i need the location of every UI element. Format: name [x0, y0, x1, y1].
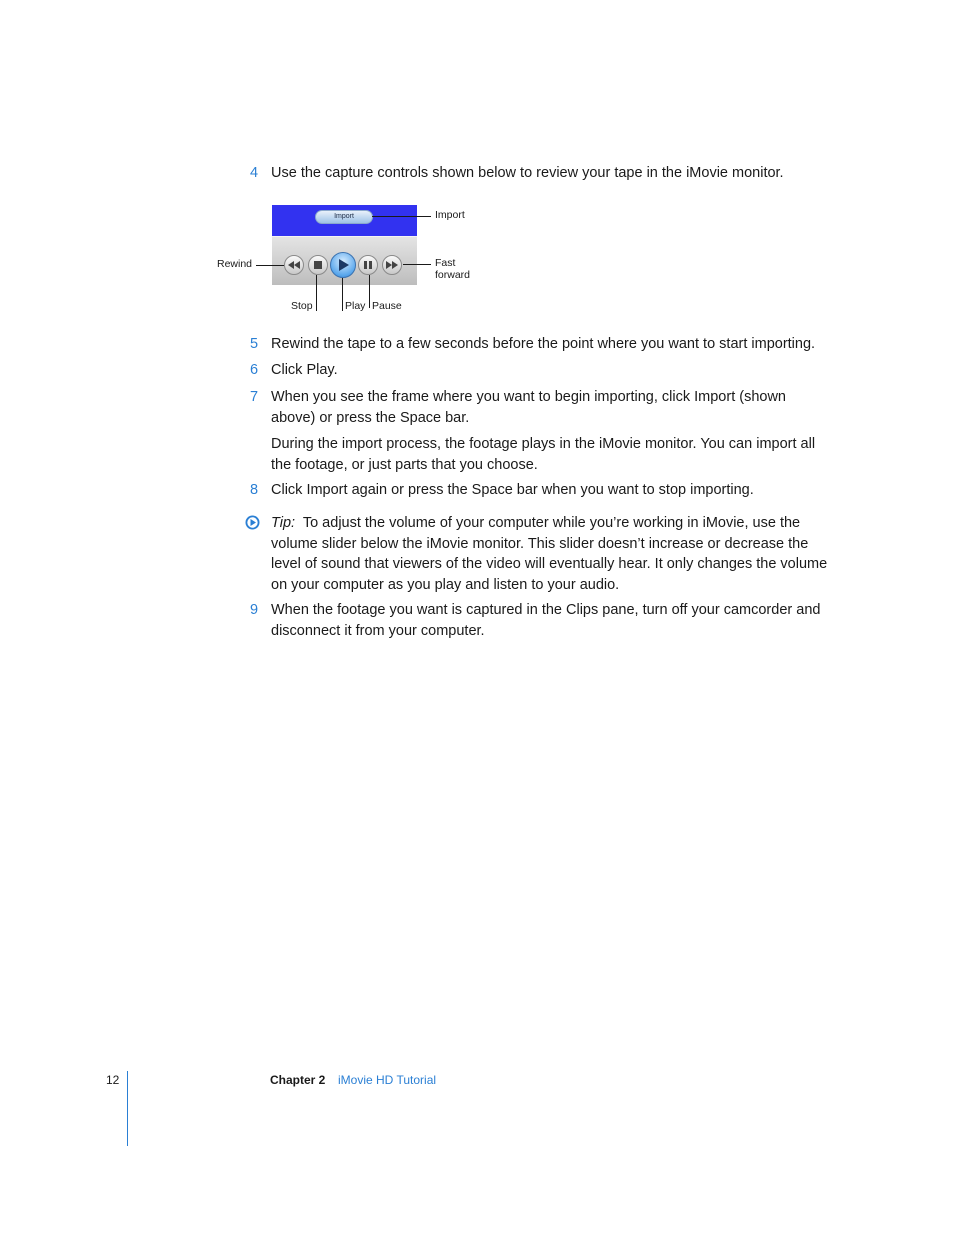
rewind-button[interactable]: [284, 255, 304, 275]
rewind-callout-line: [256, 265, 284, 266]
step-text: Click Play.: [271, 362, 338, 378]
step-number: 8: [250, 482, 259, 498]
fast-forward-callout-label: Fast forward: [435, 257, 471, 281]
play-button[interactable]: [330, 252, 356, 278]
import-callout-line: [372, 216, 431, 217]
tip-label: Tip:: [271, 515, 296, 531]
step-number: 7: [250, 389, 259, 405]
step-9: [250, 600, 830, 641]
step-7-followup: During the import process, the footage plays in the iMovie monitor. You can import all the footage, or just parts that you choose.: [271, 436, 816, 473]
step-text: Use the capture controls shown below to review your tape in the iMovie monitor.: [271, 165, 784, 181]
chapter-label: Chapter 2: [270, 1073, 326, 1087]
tip-text: To adjust the volume of your computer while you’re working in iMovie, use the volume slider below the iMovie monitor. This slider doesn’t increase or decrease the level of sound that viewers of the video will eventually hear. It only changes the volume on your computer as you play and listen to your audio.: [271, 515, 828, 593]
footer-divider: [127, 1071, 128, 1146]
step-number: 4: [250, 165, 259, 181]
stop-button[interactable]: [308, 255, 328, 275]
step-number: 6: [250, 362, 259, 378]
pause-icon: [364, 261, 372, 269]
pause-callout-label: Pause: [372, 300, 402, 312]
step-number: 9: [250, 602, 259, 618]
tip-arrow-icon: [245, 515, 260, 530]
fast-forward-button[interactable]: [382, 255, 402, 275]
pause-button[interactable]: [358, 255, 378, 275]
step-4: [250, 163, 830, 184]
tip-paragraph: [271, 513, 831, 595]
import-callout-label: Import: [435, 209, 465, 221]
step-text: When you see the frame where you want to begin importing, click Import (shown above) or press the Space bar.: [271, 389, 786, 426]
page-number: 12: [106, 1073, 120, 1087]
step-text: Click Import again or press the Space bar when you want to stop importing.: [271, 482, 754, 498]
play-callout-label: Play: [345, 300, 366, 312]
play-icon: [337, 259, 349, 271]
step-number: 5: [250, 336, 259, 352]
rewind-icon: [288, 261, 300, 269]
fast-forward-callout-line: [403, 264, 431, 265]
chapter-title: iMovie HD Tutorial: [338, 1073, 437, 1087]
step-text: Rewind the tape to a few seconds before the point where you want to start importing.: [271, 336, 816, 352]
pause-callout-line: [369, 275, 370, 308]
step-text: When the footage you want is captured in the Clips pane, turn off your camcorder and disconnect it from your computer.: [271, 602, 821, 639]
step-7: [250, 387, 830, 428]
step-8: [250, 480, 830, 501]
step-5: [250, 334, 830, 355]
step-6: [250, 360, 830, 381]
import-button[interactable]: Import: [315, 210, 373, 224]
stop-callout-label: Stop: [291, 300, 313, 312]
fast-forward-icon: [386, 261, 398, 269]
play-callout-line: [342, 278, 343, 311]
rewind-callout-label: Rewind: [217, 258, 253, 270]
stop-callout-line: [316, 275, 317, 311]
stop-icon: [314, 261, 322, 269]
